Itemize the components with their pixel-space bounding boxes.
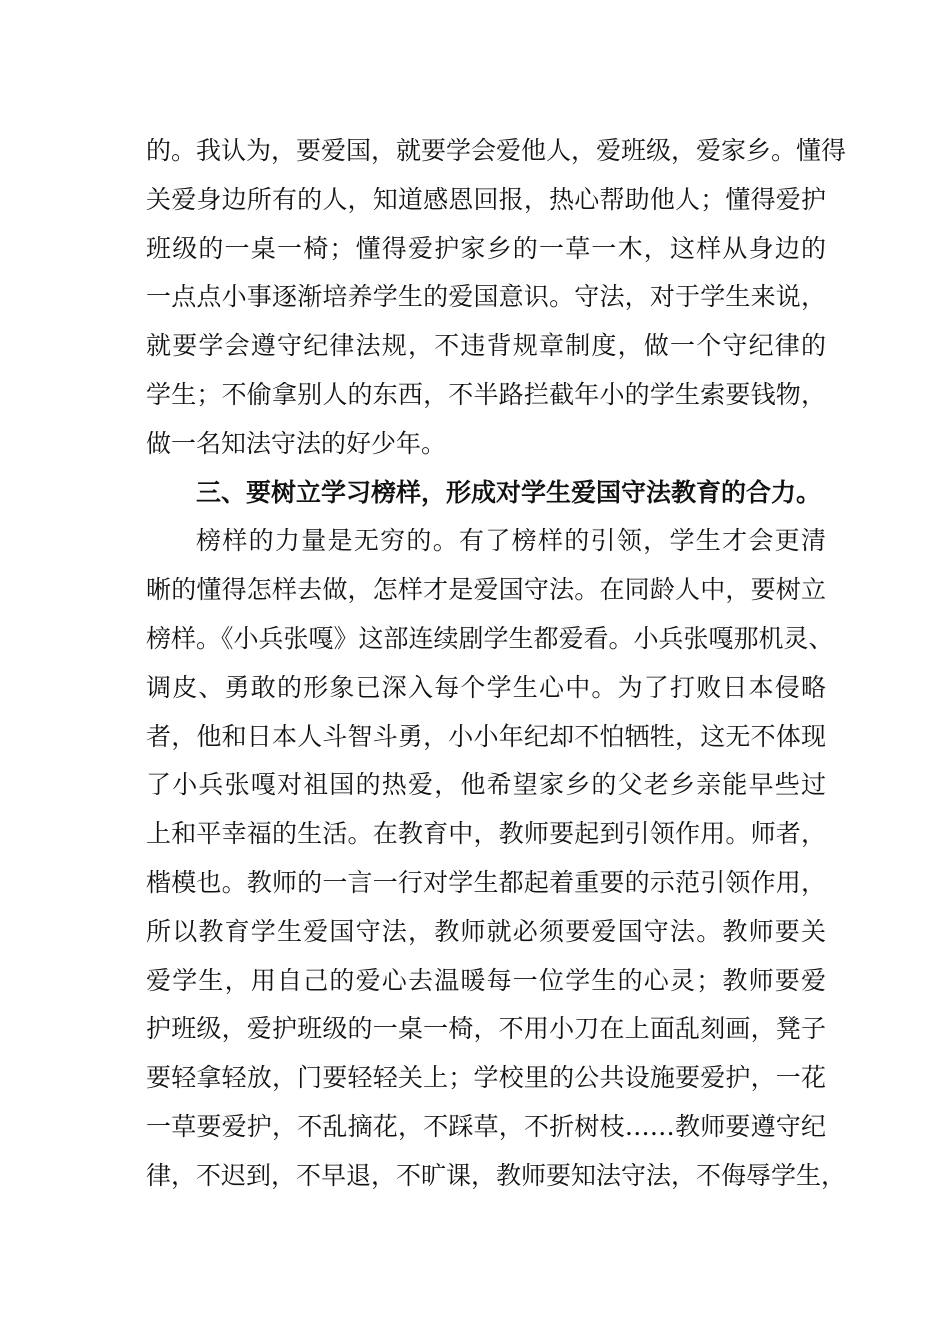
text-line: 楷模也。教师的一言一行对学生都起着重要的示范引领作用， <box>146 867 826 897</box>
section-heading: 三、要树立学习榜样，形成对学生爱国守法教育的合力。 <box>196 477 822 507</box>
text-line: 律，不迟到，不早退，不旷课，教师要知法守法，不侮辱学生， <box>146 1160 847 1190</box>
text-line: 榜样。《小兵张嘎》这部连续剧学生都爱看。小兵张嘎那机灵、 <box>146 623 834 653</box>
text-line: 一点点小事逐渐培养学生的爱国意识。守法，对于学生来说， <box>146 282 826 312</box>
text-line: 一草要爱护，不乱摘花，不踩草，不折树枝……教师要遵守纪 <box>146 1111 826 1141</box>
paragraph-2 <box>146 517 847 1200</box>
text-line: 的。我认为，要爱国，就要学会爱他人，爱班级，爱家乡。懂得 <box>146 136 847 165</box>
text-line: 榜样的力量是无穷的。有了榜样的引领，学生才会更清 <box>196 526 826 556</box>
text-line: 晰的懂得怎样去做，怎样才是爱国守法。在同龄人中，要树立 <box>146 575 826 605</box>
text-line: 所以教育学生爱国守法，教师就必须要爱国守法。教师要关 <box>146 916 826 946</box>
text-line: 学生；不偷拿别人的东西，不半路拦截年小的学生索要钱物， <box>146 379 826 409</box>
text-line: 班级的一桌一椅；懂得爱护家乡的一草一木，这样从身边的 <box>146 233 826 263</box>
text-line: 就要学会遵守纪律法规，不违背规章制度，做一个守纪律的 <box>146 331 826 361</box>
text-line: 关爱身边所有的人，知道感恩回报，热心帮助他人；懂得爱护 <box>146 184 826 214</box>
text-line: 调皮、勇敢的形象已深入每个学生心中。为了打败日本侵略 <box>146 672 826 702</box>
text-line: 做一名知法守法的好少年。 <box>146 428 447 458</box>
text-line: 上和平幸福的生活。在教育中，教师要起到引领作用。师者， <box>146 819 826 849</box>
text-line: 者，他和日本人斗智斗勇，小小年纪却不怕牺牲，这无不体现 <box>146 721 826 751</box>
document-body <box>146 127 847 1201</box>
paragraph-1 <box>146 127 847 469</box>
text-line: 爱学生，用自己的爱心去温暖每一位学生的心灵；教师要爱 <box>146 965 826 995</box>
text-line: 了小兵张嘎对祖国的热爱，他希望家乡的父老乡亲能早些过 <box>146 770 826 800</box>
text-line: 要轻拿轻放，门要轻轻关上；学校里的公共设施要爱护，一花 <box>146 1063 826 1093</box>
text-line: 护班级，爱护班级的一桌一椅，不用小刀在上面乱刻画，凳子 <box>146 1014 826 1044</box>
